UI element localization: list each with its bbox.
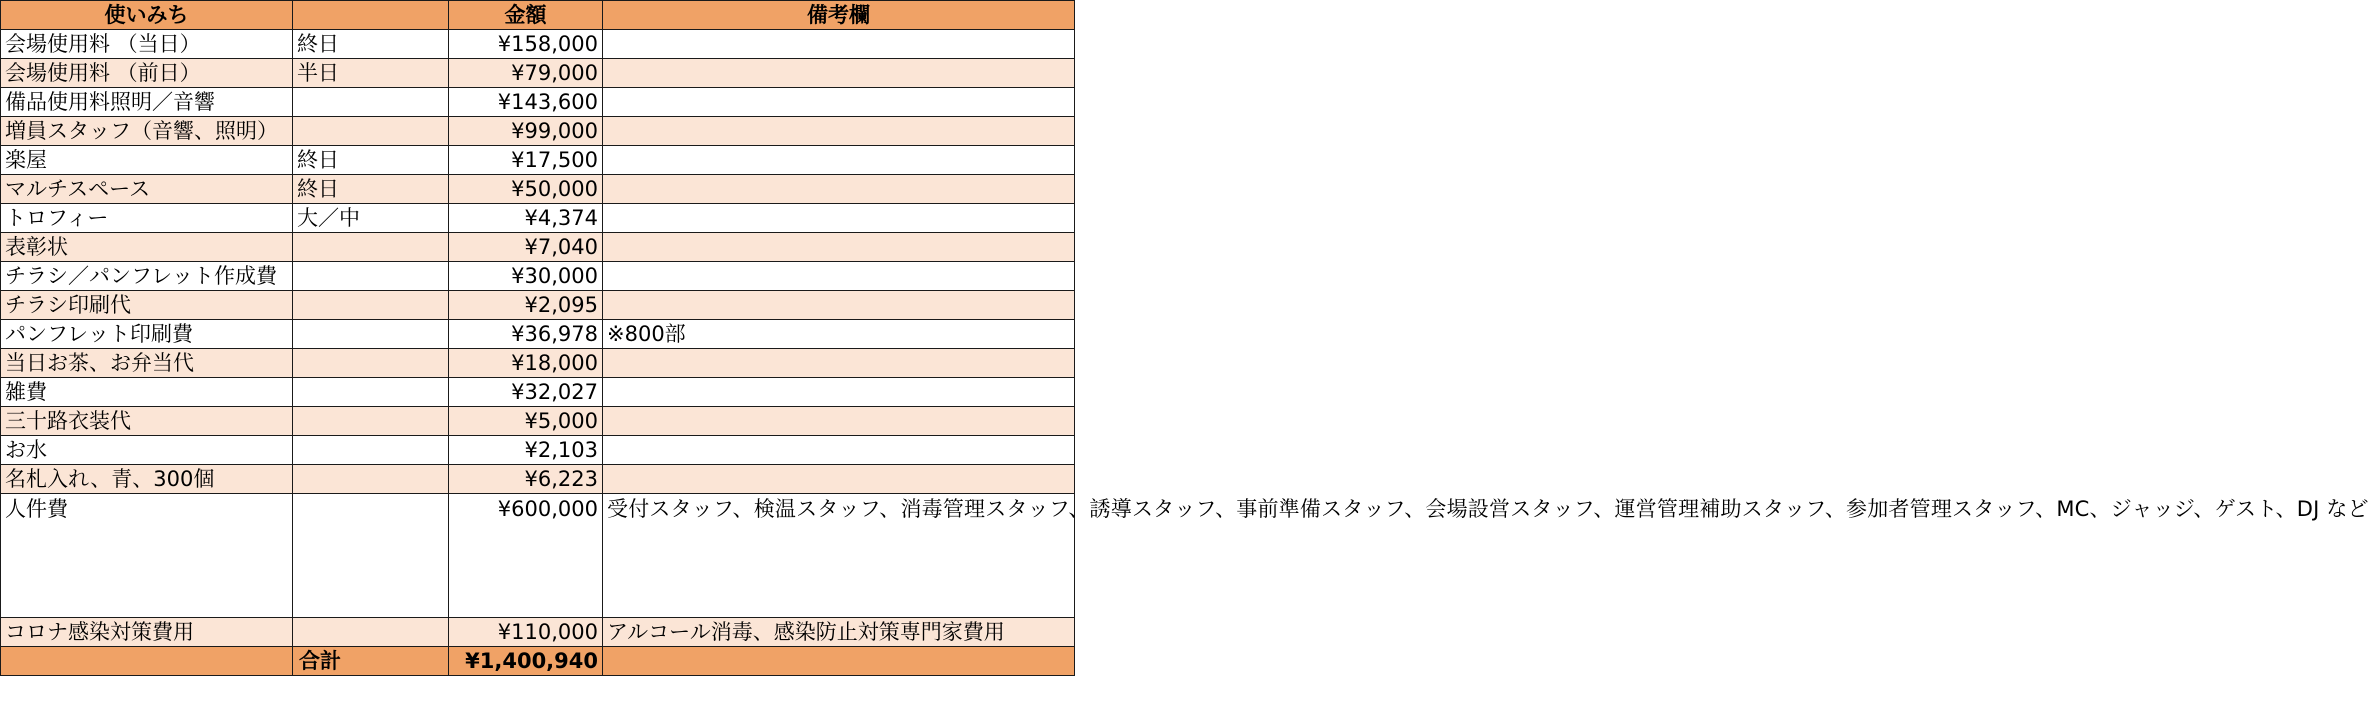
header-note[interactable]: 備考欄 xyxy=(603,1,1075,30)
table-row xyxy=(1,262,1075,291)
table-row xyxy=(1,291,1075,320)
item-cell[interactable]: 人件費 xyxy=(1,494,293,618)
total-blank-cell[interactable] xyxy=(1,647,293,676)
detail-cell[interactable] xyxy=(293,117,449,146)
note-cell[interactable] xyxy=(603,204,1075,233)
detail-cell[interactable] xyxy=(293,349,449,378)
total-note-cell[interactable] xyxy=(603,647,1075,676)
table-row xyxy=(1,30,1075,59)
table-row xyxy=(1,320,1075,349)
detail-cell[interactable] xyxy=(293,262,449,291)
detail-cell[interactable] xyxy=(293,378,449,407)
note-cell[interactable]: ※800部 xyxy=(603,320,1075,349)
amount-cell[interactable]: ¥79,000 xyxy=(449,59,603,88)
amount-cell[interactable]: ¥600,000 xyxy=(449,494,603,618)
header-row xyxy=(1,1,1075,30)
table-row xyxy=(1,465,1075,494)
amount-cell[interactable]: ¥6,223 xyxy=(449,465,603,494)
note-cell[interactable] xyxy=(603,291,1075,320)
header-amount[interactable]: 金額 xyxy=(449,1,603,30)
item-cell[interactable]: 楽屋 xyxy=(1,146,293,175)
amount-cell[interactable]: ¥30,000 xyxy=(449,262,603,291)
total-row xyxy=(1,647,1075,676)
detail-cell[interactable] xyxy=(293,436,449,465)
amount-cell[interactable]: ¥4,374 xyxy=(449,204,603,233)
note-cell[interactable] xyxy=(603,117,1075,146)
amount-cell[interactable]: ¥18,000 xyxy=(449,349,603,378)
note-cell[interactable] xyxy=(603,378,1075,407)
amount-cell[interactable]: ¥5,000 xyxy=(449,407,603,436)
detail-cell[interactable] xyxy=(293,465,449,494)
item-cell[interactable]: 備品使用料照明／音響 xyxy=(1,88,293,117)
detail-cell[interactable] xyxy=(293,291,449,320)
detail-cell[interactable]: 半日 xyxy=(293,59,449,88)
table-row xyxy=(1,494,1075,618)
table-row xyxy=(1,233,1075,262)
note-cell[interactable] xyxy=(603,30,1075,59)
table-row xyxy=(1,117,1075,146)
amount-cell[interactable]: ¥2,103 xyxy=(449,436,603,465)
note-cell[interactable] xyxy=(603,88,1075,117)
amount-cell[interactable]: ¥2,095 xyxy=(449,291,603,320)
item-cell[interactable]: 三十路衣装代 xyxy=(1,407,293,436)
table-row xyxy=(1,204,1075,233)
note-cell[interactable] xyxy=(603,59,1075,88)
item-cell[interactable]: マルチスペース xyxy=(1,175,293,204)
header-item[interactable]: 使いみち xyxy=(1,1,293,30)
amount-cell[interactable]: ¥7,040 xyxy=(449,233,603,262)
note-cell[interactable] xyxy=(603,349,1075,378)
table-row xyxy=(1,378,1075,407)
item-cell[interactable]: 会場使用料 （前日） xyxy=(1,59,293,88)
total-label[interactable]: 合計 xyxy=(293,647,449,676)
detail-cell[interactable]: 終日 xyxy=(293,175,449,204)
note-cell[interactable] xyxy=(603,175,1075,204)
note-cell[interactable] xyxy=(603,146,1075,175)
item-cell[interactable]: コロナ感染対策費用 xyxy=(1,618,293,647)
amount-cell[interactable]: ¥36,978 xyxy=(449,320,603,349)
note-cell[interactable] xyxy=(603,233,1075,262)
item-cell[interactable]: 増員スタッフ（音響、照明） xyxy=(1,117,293,146)
note-cell[interactable] xyxy=(603,465,1075,494)
detail-cell[interactable]: 終日 xyxy=(293,146,449,175)
item-cell[interactable]: トロフィー xyxy=(1,204,293,233)
header-detail[interactable] xyxy=(293,1,449,30)
table-row xyxy=(1,407,1075,436)
table-row xyxy=(1,618,1075,647)
item-cell[interactable]: チラシ印刷代 xyxy=(1,291,293,320)
item-cell[interactable]: 表彰状 xyxy=(1,233,293,262)
amount-cell[interactable]: ¥158,000 xyxy=(449,30,603,59)
table-row xyxy=(1,146,1075,175)
note-cell[interactable]: アルコール消毒、感染防止対策専門家費用 xyxy=(603,618,1075,647)
note-cell[interactable] xyxy=(603,262,1075,291)
total-amount[interactable]: ¥1,400,940 xyxy=(449,647,603,676)
detail-cell[interactable]: 終日 xyxy=(293,30,449,59)
item-cell[interactable]: 当日お茶、お弁当代 xyxy=(1,349,293,378)
table-row xyxy=(1,436,1075,465)
note-cell[interactable] xyxy=(603,436,1075,465)
amount-cell[interactable]: ¥32,027 xyxy=(449,378,603,407)
amount-cell[interactable]: ¥50,000 xyxy=(449,175,603,204)
table-row xyxy=(1,59,1075,88)
detail-cell[interactable] xyxy=(293,320,449,349)
table-row xyxy=(1,349,1075,378)
detail-cell[interactable] xyxy=(293,233,449,262)
item-cell[interactable]: お水 xyxy=(1,436,293,465)
amount-cell[interactable]: ¥110,000 xyxy=(449,618,603,647)
amount-cell[interactable]: ¥17,500 xyxy=(449,146,603,175)
amount-cell[interactable]: ¥143,600 xyxy=(449,88,603,117)
detail-cell[interactable] xyxy=(293,618,449,647)
item-cell[interactable]: パンフレット印刷費 xyxy=(1,320,293,349)
detail-cell[interactable] xyxy=(293,494,449,618)
detail-cell[interactable]: 大／中 xyxy=(293,204,449,233)
table-row xyxy=(1,88,1075,117)
note-cell[interactable] xyxy=(603,407,1075,436)
detail-cell[interactable] xyxy=(293,407,449,436)
item-cell[interactable]: 名札入れ、青、300個 xyxy=(1,465,293,494)
table-row xyxy=(1,175,1075,204)
detail-cell[interactable] xyxy=(293,88,449,117)
note-cell[interactable]: 受付スタッフ、検温スタッフ、消毒管理スタッフ、誘導スタッフ、事前準備スタッフ、会場設営スタッフ、運営管理補助スタッフ、参加者管理スタッフ、MC、ジャッジ、ゲスト、DJ など xyxy=(603,494,1075,618)
item-cell[interactable]: 雑費 xyxy=(1,378,293,407)
amount-cell[interactable]: ¥99,000 xyxy=(449,117,603,146)
item-cell[interactable]: 会場使用料 （当日） xyxy=(1,30,293,59)
item-cell[interactable]: チラシ／パンフレット作成費 xyxy=(1,262,293,291)
